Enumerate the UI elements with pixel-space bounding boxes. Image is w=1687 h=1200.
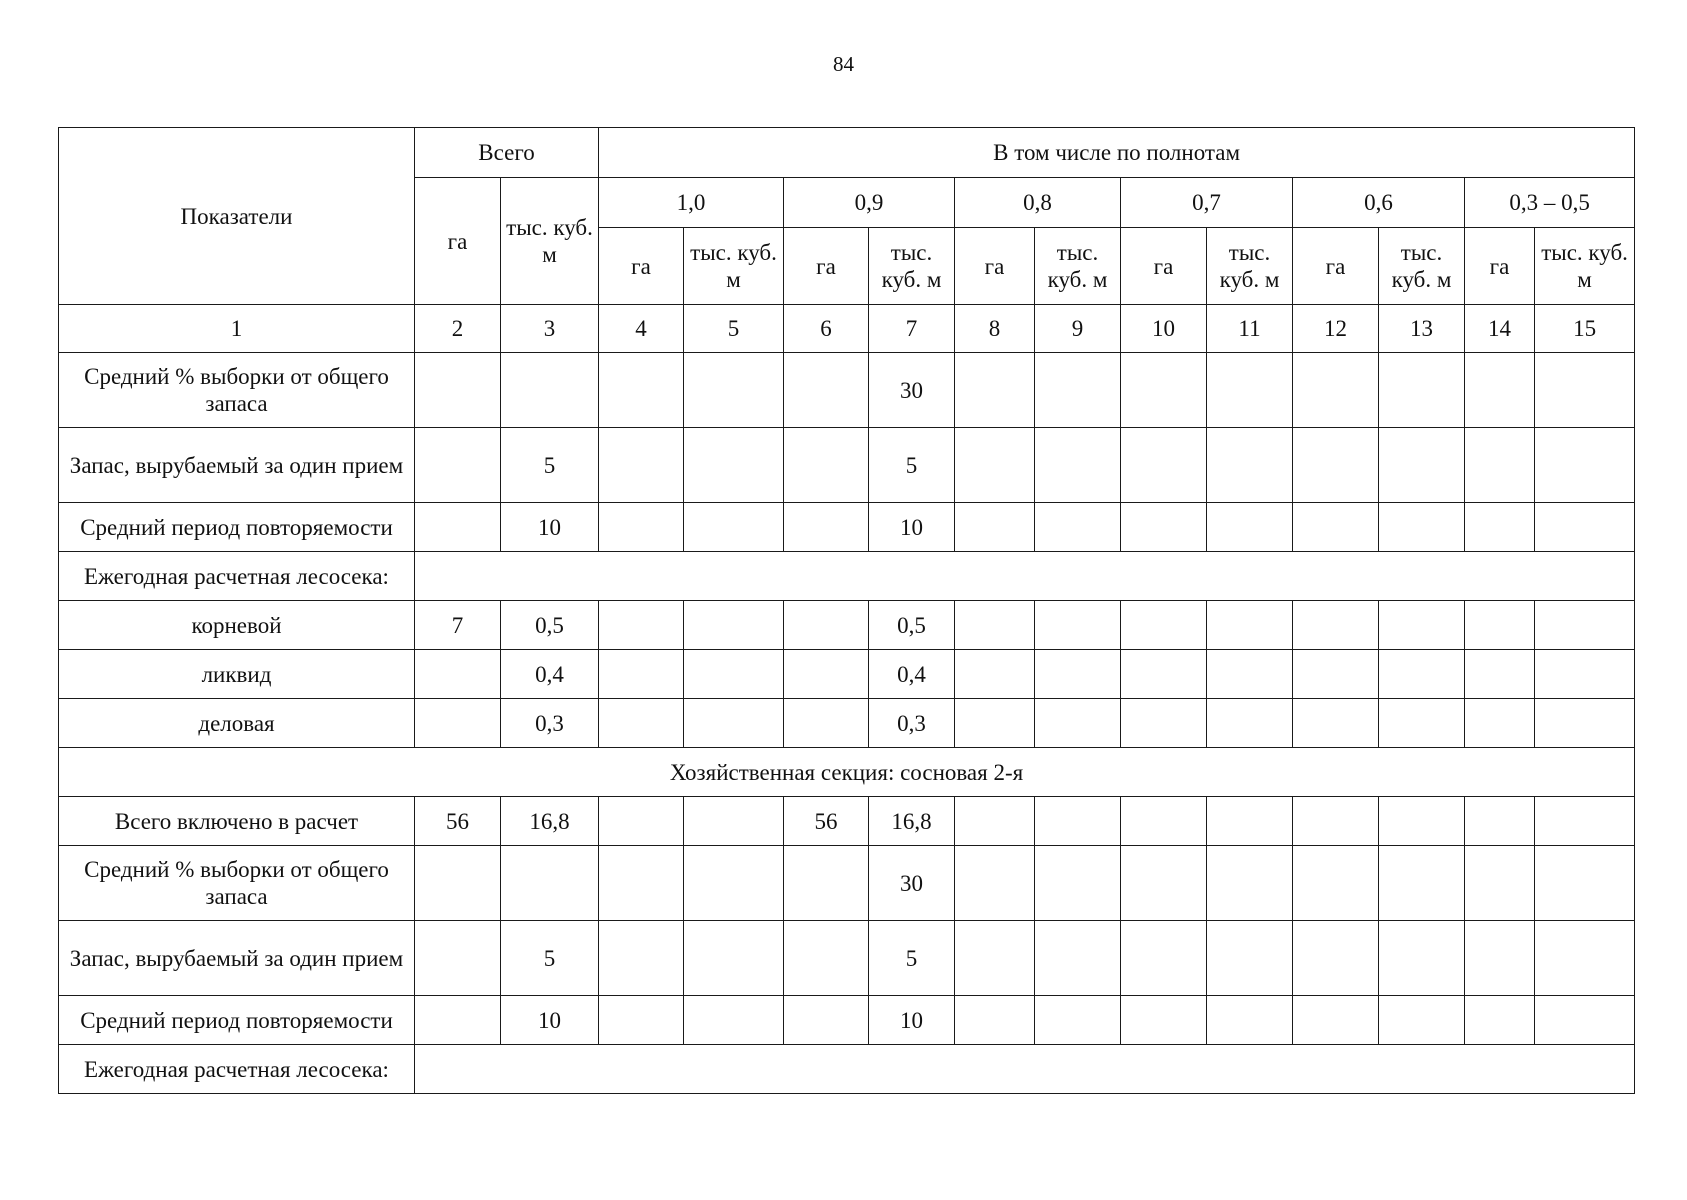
table-row <box>59 996 1635 1045</box>
table-cell <box>1293 699 1379 748</box>
table-cell <box>599 601 684 650</box>
table-cell <box>784 921 869 996</box>
column-number: 3 <box>501 305 599 353</box>
unit-ha-header: га <box>1465 228 1535 305</box>
table-cell: 5 <box>501 428 599 503</box>
table-cell <box>1535 601 1635 650</box>
table-cell <box>1379 699 1465 748</box>
density-header: 0,6 <box>1293 178 1465 228</box>
unit-volume-header: тыс. куб. м <box>1035 228 1121 305</box>
table-cell <box>784 650 869 699</box>
unit-ha-header: га <box>1121 228 1207 305</box>
row-label: Ежегодная расчетная лесосека: <box>59 1045 415 1094</box>
table-cell <box>1535 996 1635 1045</box>
column-number: 13 <box>1379 305 1465 353</box>
row-label: Средний % выборки от общего запаса <box>59 846 415 921</box>
table-cell-merged <box>415 552 1635 601</box>
table-cell: 16,8 <box>869 797 955 846</box>
column-number: 5 <box>684 305 784 353</box>
table-cell <box>1035 601 1121 650</box>
column-number: 12 <box>1293 305 1379 353</box>
table-cell: 5 <box>869 921 955 996</box>
table-cell <box>1379 921 1465 996</box>
table-cell-merged <box>415 1045 1635 1094</box>
row-label: корневой <box>59 601 415 650</box>
table-cell <box>784 428 869 503</box>
row-label: Ежегодная расчетная лесосека: <box>59 552 415 601</box>
table-row <box>59 428 1635 503</box>
column-number: 2 <box>415 305 501 353</box>
row-label: ликвид <box>59 650 415 699</box>
table-cell <box>1535 699 1635 748</box>
table-cell <box>1535 503 1635 552</box>
table-cell <box>1379 797 1465 846</box>
table-cell: 5 <box>869 428 955 503</box>
table-cell <box>599 846 684 921</box>
table-cell <box>684 797 784 846</box>
table-cell: 7 <box>415 601 501 650</box>
table-cell: 0,5 <box>501 601 599 650</box>
by-density-header: В том числе по полнотам <box>599 128 1635 178</box>
table-cell <box>1465 846 1535 921</box>
column-number: 4 <box>599 305 684 353</box>
table-cell <box>415 846 501 921</box>
table-row <box>59 650 1635 699</box>
table-cell <box>955 846 1035 921</box>
table-cell <box>1379 846 1465 921</box>
table-cell <box>1293 650 1379 699</box>
row-label: Всего включено в расчет <box>59 797 415 846</box>
table-cell: 10 <box>501 996 599 1045</box>
table-cell <box>1293 996 1379 1045</box>
table-cell <box>1035 797 1121 846</box>
table-cell <box>784 699 869 748</box>
page-number: 84 <box>833 52 854 76</box>
table-cell <box>1207 650 1293 699</box>
table-cell <box>955 428 1035 503</box>
row-label: Запас, вырубаемый за один прием <box>59 921 415 996</box>
table-cell <box>784 353 869 428</box>
table-cell <box>1465 921 1535 996</box>
table-row <box>59 552 1635 601</box>
table-cell <box>1465 797 1535 846</box>
unit-volume-header: тыс. куб. м <box>501 178 599 305</box>
table-cell <box>599 353 684 428</box>
table-cell <box>1207 797 1293 846</box>
table-cell: 0,4 <box>501 650 599 699</box>
table-cell <box>1035 996 1121 1045</box>
table-cell <box>415 650 501 699</box>
table-cell <box>415 353 501 428</box>
table-cell <box>1121 601 1207 650</box>
table-row <box>59 921 1635 996</box>
table-cell <box>599 797 684 846</box>
table-cell <box>1379 650 1465 699</box>
table-cell <box>684 353 784 428</box>
table-cell <box>1535 846 1635 921</box>
table-cell <box>1121 699 1207 748</box>
table-cell <box>1465 503 1535 552</box>
table-cell: 56 <box>415 797 501 846</box>
table-cell <box>1207 996 1293 1045</box>
table-cell <box>684 996 784 1045</box>
table-cell <box>599 996 684 1045</box>
table-row <box>59 748 1635 797</box>
table-cell <box>1535 921 1635 996</box>
table-cell <box>955 353 1035 428</box>
table-cell <box>1293 601 1379 650</box>
table-cell <box>1207 601 1293 650</box>
table-cell <box>684 846 784 921</box>
table-cell: 0,4 <box>869 650 955 699</box>
table-cell <box>1465 699 1535 748</box>
table-row <box>59 846 1635 921</box>
table-cell <box>1465 353 1535 428</box>
column-number: 1 <box>59 305 415 353</box>
table-row <box>59 353 1635 428</box>
table-row <box>59 699 1635 748</box>
column-number: 7 <box>869 305 955 353</box>
table-cell <box>1121 353 1207 428</box>
table-cell <box>684 921 784 996</box>
table-cell <box>955 503 1035 552</box>
table-cell <box>415 428 501 503</box>
table-cell <box>1121 846 1207 921</box>
unit-ha-header: га <box>1293 228 1379 305</box>
table-cell <box>784 846 869 921</box>
table-cell: 16,8 <box>501 797 599 846</box>
table-cell <box>955 699 1035 748</box>
table-cell <box>1293 921 1379 996</box>
table-cell <box>784 996 869 1045</box>
unit-ha-header: га <box>599 228 684 305</box>
table-cell <box>599 921 684 996</box>
unit-volume-header: тыс. куб. м <box>1207 228 1293 305</box>
table-body <box>59 353 1635 1094</box>
table-cell <box>784 503 869 552</box>
table-cell: 0,3 <box>501 699 599 748</box>
table-cell <box>955 921 1035 996</box>
table-cell <box>1207 503 1293 552</box>
table-cell <box>1535 353 1635 428</box>
table-cell <box>415 921 501 996</box>
unit-volume-header: тыс. куб. м <box>684 228 784 305</box>
table-cell <box>1035 353 1121 428</box>
table-cell: 5 <box>501 921 599 996</box>
table-cell <box>684 428 784 503</box>
table-cell <box>415 699 501 748</box>
unit-ha-header: га <box>955 228 1035 305</box>
table-cell <box>599 428 684 503</box>
density-header: 0,7 <box>1121 178 1293 228</box>
density-header: 0,9 <box>784 178 955 228</box>
section-title: Хозяйственная секция: сосновая 2-я <box>59 748 1635 797</box>
column-number: 15 <box>1535 305 1635 353</box>
column-numbers-row <box>59 305 1635 353</box>
table-cell <box>1293 797 1379 846</box>
table-cell <box>599 503 684 552</box>
density-header: 0,8 <box>955 178 1121 228</box>
unit-ha-header: га <box>415 178 501 305</box>
table-cell <box>1207 921 1293 996</box>
row-label: деловая <box>59 699 415 748</box>
table-cell <box>684 601 784 650</box>
table-cell <box>1379 353 1465 428</box>
total-header: Всего <box>415 128 599 178</box>
table-cell <box>599 699 684 748</box>
table-cell <box>1293 353 1379 428</box>
unit-volume-header: тыс. куб. м <box>1379 228 1465 305</box>
table-cell <box>501 846 599 921</box>
row-label: Средний % выборки от общего запаса <box>59 353 415 428</box>
table-cell: 0,5 <box>869 601 955 650</box>
table-cell <box>1535 650 1635 699</box>
table-cell <box>1379 996 1465 1045</box>
table-cell <box>1379 601 1465 650</box>
table-cell <box>955 797 1035 846</box>
table-cell <box>684 699 784 748</box>
table-cell <box>1465 601 1535 650</box>
column-number: 10 <box>1121 305 1207 353</box>
row-label: Средний период повторяемости <box>59 996 415 1045</box>
table-cell <box>501 353 599 428</box>
table-cell <box>1293 503 1379 552</box>
table-cell <box>1207 846 1293 921</box>
table-cell <box>1035 428 1121 503</box>
column-number: 8 <box>955 305 1035 353</box>
table-cell <box>1121 921 1207 996</box>
table-cell: 30 <box>869 353 955 428</box>
table-cell <box>415 996 501 1045</box>
table-cell <box>955 996 1035 1045</box>
table-cell <box>955 601 1035 650</box>
indicators-header: Показатели <box>59 128 415 305</box>
table-cell: 30 <box>869 846 955 921</box>
forest-data-table <box>58 127 1635 1094</box>
table-cell <box>1035 699 1121 748</box>
table-cell <box>1121 996 1207 1045</box>
table-cell <box>599 650 684 699</box>
unit-volume-header: тыс. куб. м <box>1535 228 1635 305</box>
table-row <box>59 797 1635 846</box>
column-number: 9 <box>1035 305 1121 353</box>
density-header: 1,0 <box>599 178 784 228</box>
column-number: 11 <box>1207 305 1293 353</box>
table-cell <box>1035 921 1121 996</box>
table-cell: 10 <box>501 503 599 552</box>
column-number: 6 <box>784 305 869 353</box>
unit-volume-header: тыс. куб. м <box>869 228 955 305</box>
table-cell <box>684 650 784 699</box>
table-row <box>59 601 1635 650</box>
table-cell <box>1035 503 1121 552</box>
table-row <box>59 503 1635 552</box>
table-cell: 10 <box>869 503 955 552</box>
table-cell <box>1465 650 1535 699</box>
table-cell <box>684 503 784 552</box>
table-cell <box>1121 428 1207 503</box>
table-cell <box>1535 428 1635 503</box>
table-cell: 0,3 <box>869 699 955 748</box>
table-cell <box>955 650 1035 699</box>
table-cell <box>784 601 869 650</box>
table-cell <box>1293 846 1379 921</box>
table-cell: 56 <box>784 797 869 846</box>
table-cell <box>1121 650 1207 699</box>
density-header: 0,3 – 0,5 <box>1465 178 1635 228</box>
row-label: Средний период повторяемости <box>59 503 415 552</box>
table-cell <box>1379 503 1465 552</box>
table-cell <box>415 503 501 552</box>
table-cell: 10 <box>869 996 955 1045</box>
table-cell <box>1535 797 1635 846</box>
table-cell <box>1035 650 1121 699</box>
table-cell <box>1465 428 1535 503</box>
table-cell <box>1293 428 1379 503</box>
table-cell <box>1465 996 1535 1045</box>
table-cell <box>1121 503 1207 552</box>
header-row-top <box>59 128 1635 178</box>
table-cell <box>1207 428 1293 503</box>
row-label: Запас, вырубаемый за один прием <box>59 428 415 503</box>
table-cell <box>1035 846 1121 921</box>
column-number: 14 <box>1465 305 1535 353</box>
table-cell <box>1207 699 1293 748</box>
table-cell <box>1121 797 1207 846</box>
table-row <box>59 1045 1635 1094</box>
unit-ha-header: га <box>784 228 869 305</box>
table-cell <box>1379 428 1465 503</box>
table-cell <box>1207 353 1293 428</box>
